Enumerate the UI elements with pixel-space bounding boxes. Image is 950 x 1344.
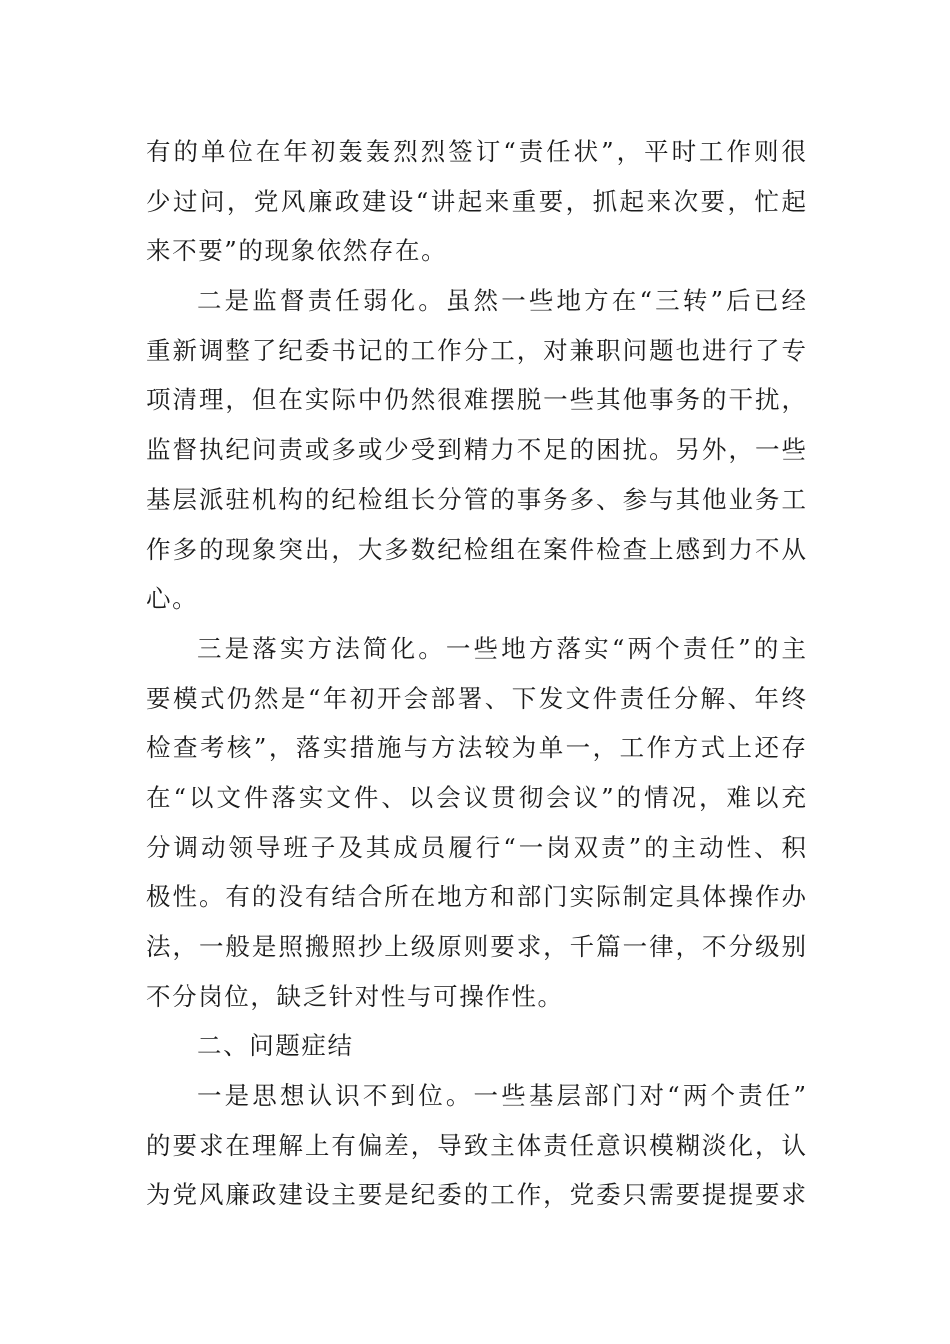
text-line: 一是思想认识不到位。一些基层部门对“两个责任” — [197, 1081, 806, 1111]
text-line: 在“以文件落实文件、以会议贯彻会议”的情况，难以充 — [146, 782, 806, 812]
text-line: 的要求在理解上有偏差，导致主体责任意识模糊淡化，认 — [146, 1130, 806, 1160]
text-line: 重新调整了纪委书记的工作分工，对兼职问题也进行了专 — [146, 335, 806, 365]
text-line: 二是监督责任弱化。虽然一些地方在“三转”后已经 — [197, 286, 806, 316]
text-line: 法，一般是照搬照抄上级原则要求，千篇一律，不分级别 — [146, 932, 806, 961]
text-line: 极性。有的没有结合所在地方和部门实际制定具体操作办 — [146, 882, 806, 912]
text-line: 心。 — [146, 584, 199, 614]
section-heading: 二、问题症结 — [197, 1031, 354, 1061]
text-line: 少过问，党风廉政建设“讲起来重要，抓起来次要，忙起 — [146, 186, 806, 216]
text-line: 监督执纪问责或多或少受到精力不足的困扰。另外，一些 — [146, 435, 806, 465]
text-line: 来不要”的现象依然存在。 — [146, 236, 448, 266]
text-line: 作多的现象突出，大多数纪检组在案件检查上感到力不从 — [146, 534, 806, 564]
text-line: 要模式仍然是“年初开会部署、下发文件责任分解、年终 — [146, 683, 806, 713]
text-line: 为党风廉政建设主要是纪委的工作，党委只需要提提要求 — [146, 1180, 806, 1210]
text-line: 检查考核”，落实措施与方法较为单一，工作方式上还存 — [146, 733, 806, 763]
text-line: 基层派驻机构的纪检组长分管的事务多、参与其他业务工 — [146, 484, 806, 514]
text-line: 不分岗位，缺乏针对性与可操作性。 — [146, 981, 564, 1011]
body-text — [146, 127, 806, 1220]
text-line: 三是落实方法简化。一些地方落实“两个责任”的主 — [197, 633, 806, 663]
text-line: 有的单位在年初轰轰烈烈签订“责任状”，平时工作则很 — [146, 137, 806, 166]
text-line: 项清理，但在实际中仍然很难摆脱一些其他事务的干扰， — [146, 385, 806, 415]
text-line: 分调动领导班子及其成员履行“一岗双责”的主动性、积 — [146, 832, 806, 862]
